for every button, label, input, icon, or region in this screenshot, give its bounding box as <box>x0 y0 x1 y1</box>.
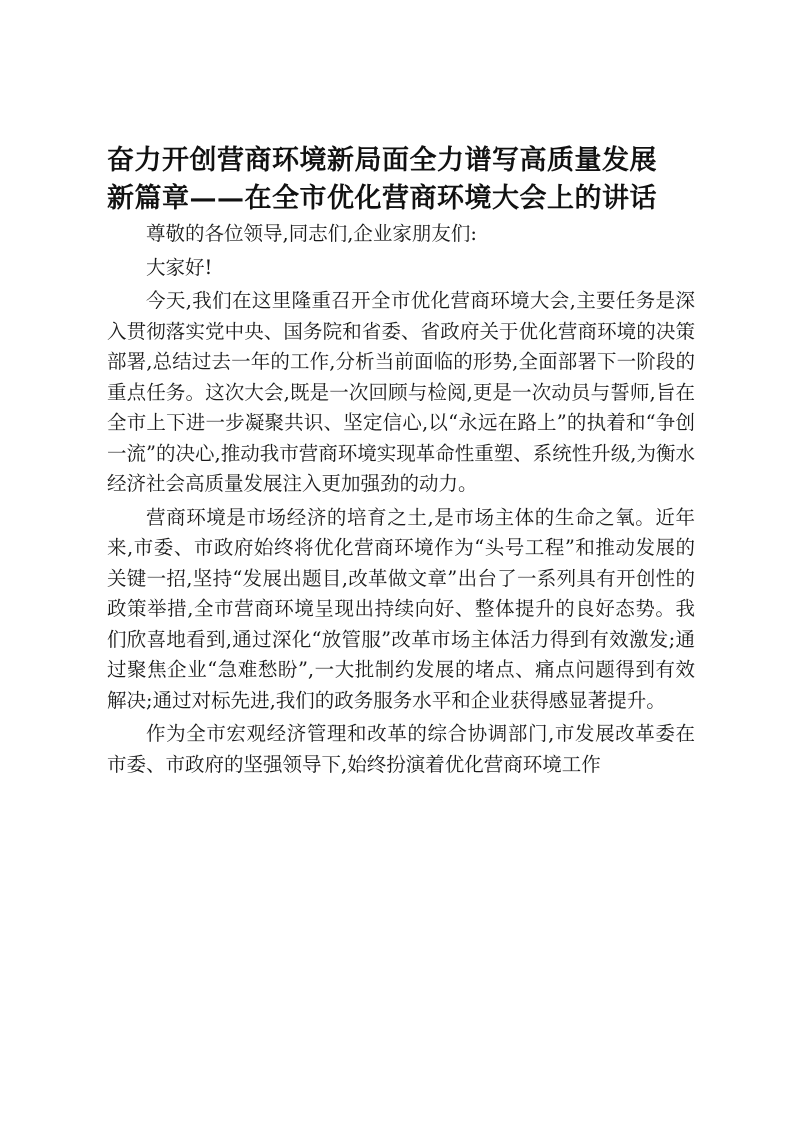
title-line-1: 奋力开创营商环境新局面全力谱写高质量发展 <box>107 145 657 176</box>
salutation-paragraph: 尊敬的各位领导,同志们,企业家朋友们: <box>146 222 477 245</box>
body-paragraph: 作为全市宏观经济管理和改革的综合协调部门,市发展改革委在市委、市政府的坚强领导下,始终扮演着优化营商环境工作 <box>107 722 695 776</box>
body-paragraph: 今天,我们在这里隆重召开全市优化营商环境大会,主要任务是深入贯彻落实党中央、国务院和省委、省政府关于优化营商环境的决策部署,总结过去一年的工作,分析当前面临的形势,全面部署下一阶段的重点任务。这次大会,既是一次回顾与检阅,更是一次动员与誓师,旨在全市上下进一步凝聚共识、坚定信心,以“永远在路上”的执着和“争创一流”的决心,推动我市营商环境实现革命性重塑、系统性升级,为衡水经济社会高质量发展注入更加强劲的动力。 <box>107 289 695 495</box>
title-line-2: 新篇章——在全市优化营商环境大会上的讲话 <box>107 183 657 214</box>
document-body <box>107 219 695 780</box>
greeting-paragraph: 大家好! <box>146 255 213 279</box>
document-content <box>107 142 695 783</box>
document-title <box>107 142 695 218</box>
body-paragraph: 营商环境是市场经济的培育之土,是市场主体的生命之氧。近年来,市委、市政府始终将优化营商环境作为“头号工程”和推动发展的关键一招,坚持“发展出题目,改革做文章”出台了一系列具有开创性的政策举措,全市营商环境呈现出持续向好、整体提升的良好态势。我们欣喜地看到,通过深化“放管服”改革市场主体活力得到有效激发;通过聚焦企业“急难愁盼”,一大批制约发展的堵点、痛点问题得到有效解决;通过对标先进,我们的政务服务水平和企业获得感显著提升。 <box>107 505 695 712</box>
